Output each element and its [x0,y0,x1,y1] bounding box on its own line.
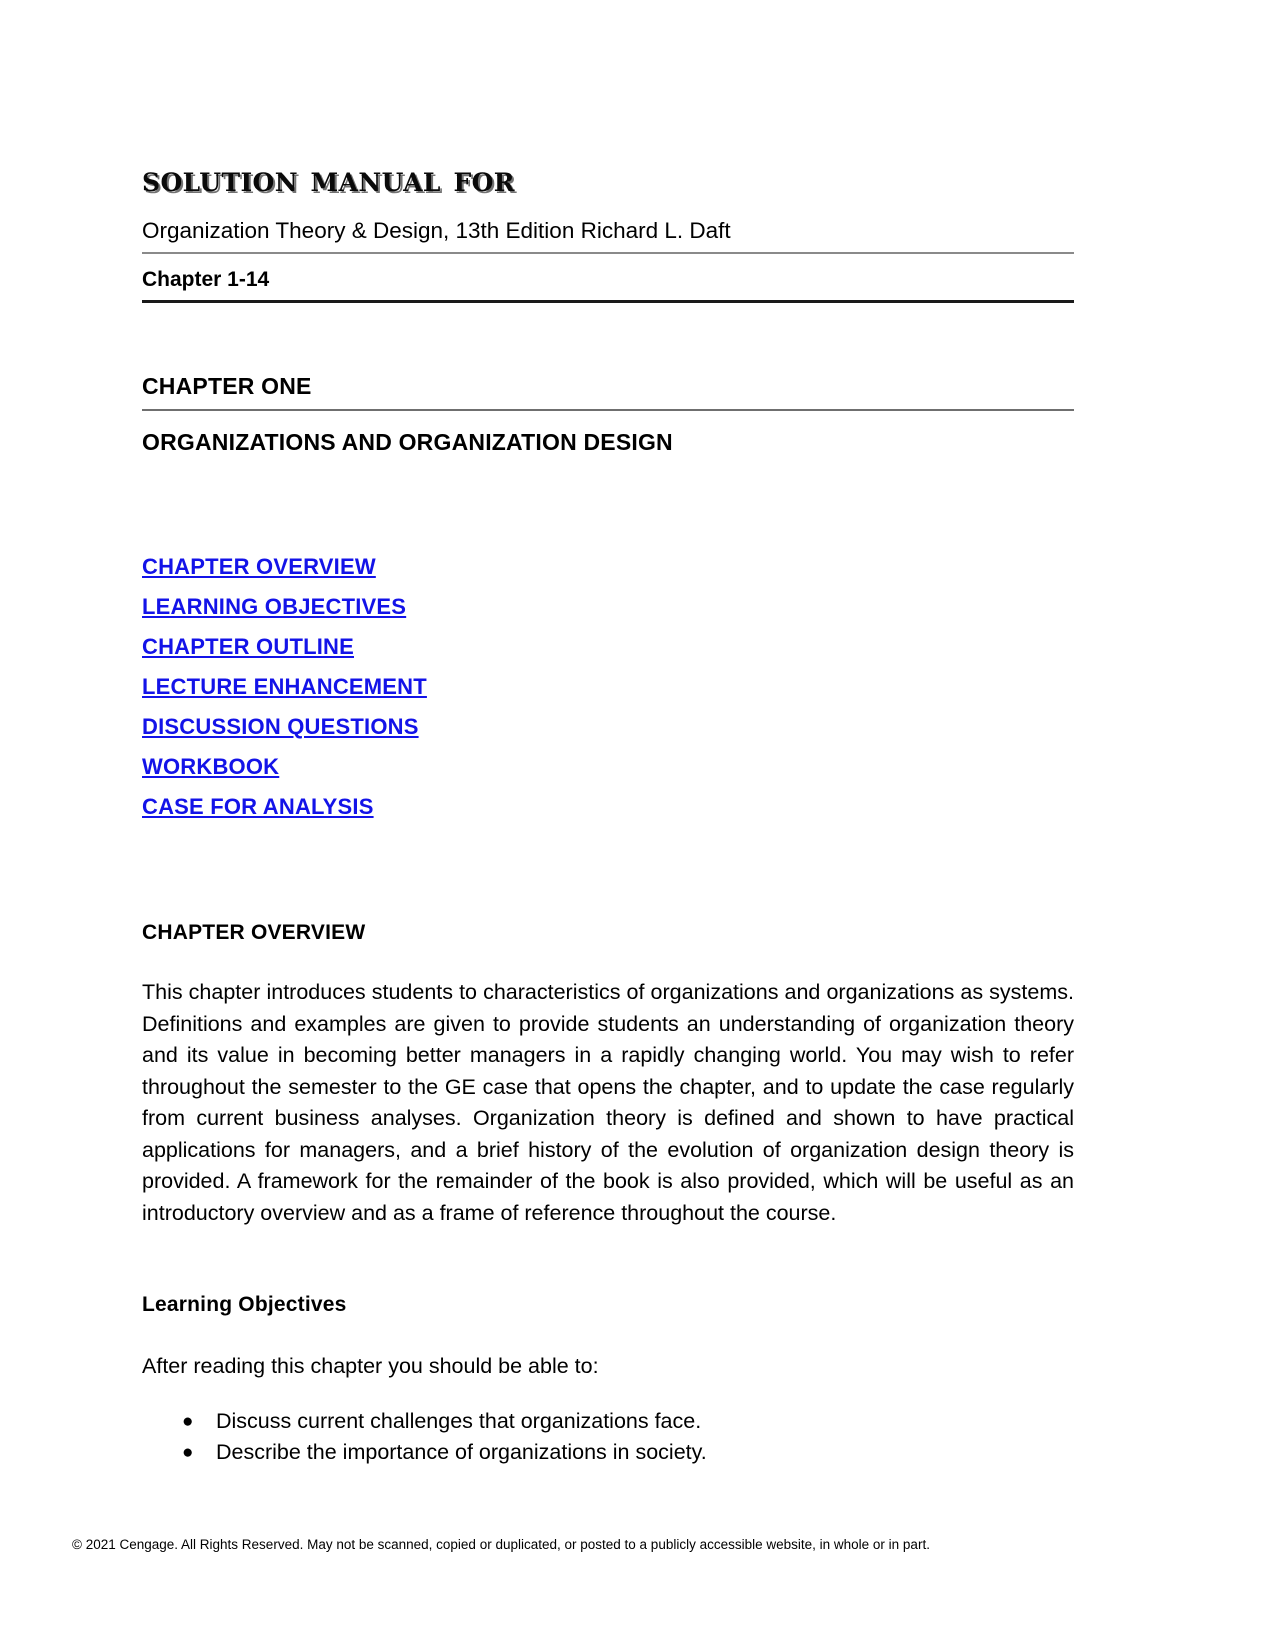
link-chapter-overview[interactable]: CHAPTER OVERVIEW [142,554,376,579]
chapter-heading-block [142,303,1074,457]
learning-objectives-heading: Learning Objectives [142,1293,347,1316]
list-item [142,707,1074,747]
link-case-for-analysis[interactable]: CASE FOR ANALYSIS [142,794,374,819]
chapter-section-links [142,457,1074,827]
page-content [142,0,1074,1468]
link-workbook[interactable]: WORKBOOK [142,754,280,779]
list-item-label: Describe the importance of organizations in society. [216,1440,707,1464]
footer-copyright: © 2021 Cengage. All Rights Reserved. May not be scanned, copied or duplicated, or posted to a publicly accessible website, in whole or in part. [72,1537,930,1552]
link-learning-objectives[interactable]: LEARNING OBJECTIVES [142,594,407,619]
list-item [142,667,1074,707]
list-item [142,747,1074,787]
document-subtitle: Organization Theory & Design, 13th Edition Richard L. Daft [142,218,731,243]
list-item [142,547,1074,587]
chapter-range-label: Chapter 1-14 [142,268,270,291]
chapter-overview-heading: CHAPTER OVERVIEW [142,921,366,944]
link-lecture-enhancement[interactable]: LECTURE ENHANCEMENT [142,674,427,699]
list-item-label: Discuss current challenges that organizations face. [216,1409,702,1433]
link-chapter-outline[interactable]: CHAPTER OUTLINE [142,634,354,659]
bullet-icon: ● [182,1411,194,1432]
bullet-icon: ● [182,1442,194,1463]
chapter-number-heading: CHAPTER ONE [142,373,312,399]
learning-objectives-list [142,1382,1074,1468]
list-item [142,587,1074,627]
link-discussion-questions[interactable]: DISCUSSION QUESTIONS [142,714,419,739]
list-item [182,1437,1074,1468]
learning-objectives-intro: After reading this chapter you should be able to: [142,1354,599,1378]
list-item [142,627,1074,667]
chapter-overview-paragraph: This chapter introduces students to characteristics of organizations and organizations as systems. Definitions and examples are given to provide students an understanding of organization theory and its value in becoming better managers in a rapidly changing world. You may wish to refer throughout the semester to the GE case that opens the chapter, and to update the case regularly from current business analyses. Organization theory is defined and shown to have practical applications for managers, and a brief history of the evolution of organization design theory is provided. A framework for the remainder of the book is also provided, which will be useful as an introductory overview and as a frame of reference throughout the course. [142,980,1074,1225]
list-item [182,1406,1074,1437]
document-title: solution manual for [142,159,515,200]
chapter-title-heading: ORGANIZATIONS AND ORGANIZATION DESIGN [142,429,673,455]
list-item [142,787,1074,827]
